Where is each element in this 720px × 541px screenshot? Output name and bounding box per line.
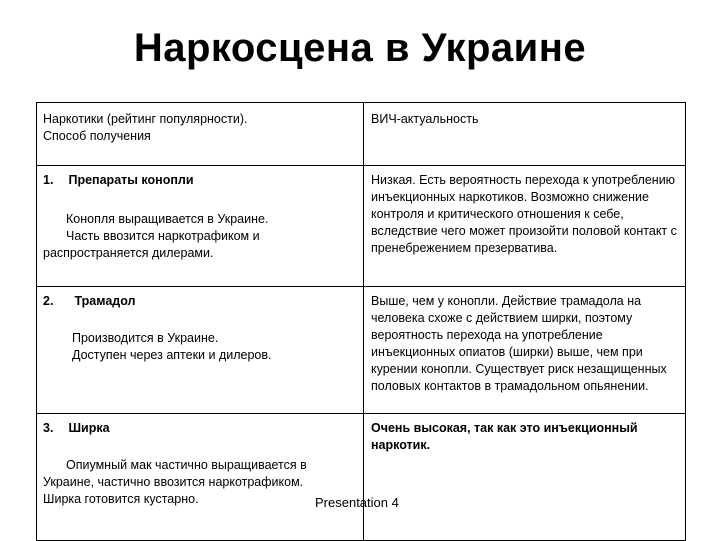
header-drugs-cell	[37, 103, 364, 166]
drug-desc-line: Доступен через аптеки и дилеров.	[72, 348, 272, 362]
page-title: Наркосцена в Украине	[133, 26, 587, 70]
drug-scene-table	[36, 102, 686, 541]
drug-name: Препараты конопли	[68, 173, 194, 187]
drug-desc-line: Ширка готовится кустарно.	[43, 492, 199, 506]
drug-number: 3.	[43, 421, 54, 435]
hiv-relevance-text: Очень высокая, так как это инъекционный наркотик.	[371, 421, 638, 452]
header-drugs-line-2: Способ получения	[43, 129, 151, 143]
table-row	[37, 287, 686, 414]
drug-name: Трамадол	[74, 294, 136, 308]
hiv-relevance-cell	[364, 166, 686, 287]
drug-name: Ширка	[68, 421, 110, 435]
drug-cell	[37, 287, 364, 414]
table-row	[37, 166, 686, 287]
hiv-relevance-cell	[364, 287, 686, 414]
drug-cell	[37, 166, 364, 287]
hiv-relevance-text: Выше, чем у конопли. Действие трамадола на человека схоже с действием ширки, поэтому вероятность перехода на употребление инъекционных опиатов (ширки) выше, чем при курении конопли. Существует риск незащищенных половых контактов в трамадольном опьянении.	[371, 294, 667, 393]
drug-number: 2.	[43, 294, 54, 308]
header-hiv-label: ВИЧ-актуальность	[371, 112, 479, 126]
header-hiv-cell	[364, 103, 686, 166]
drug-desc-line: Украине, частично ввозится наркотрафиком.	[43, 475, 304, 489]
drug-cell	[37, 414, 364, 541]
drug-desc-line: Часть ввозится наркотрафиком и	[66, 229, 260, 243]
drug-number: 1.	[43, 173, 54, 187]
hiv-relevance-text: Низкая. Есть вероятность перехода к употреблению инъекционных наркотиков. Возможно снижение контроля и критического отношения к себе, вследствие чего может произойти половой контакт с пренебрежением презерватива.	[371, 173, 677, 255]
drug-desc-line: Опиумный мак частично выращивается в	[66, 458, 307, 472]
table-header-row	[37, 103, 686, 166]
drug-desc-line: Производится в Украине.	[72, 331, 219, 345]
drug-desc-line: Конопля выращивается в Украине.	[66, 212, 269, 226]
presentation-footer: Presentation 4	[315, 495, 399, 510]
drug-desc-line: распространяется дилерами.	[43, 246, 214, 260]
header-drugs-line-1: Наркотики (рейтинг популярности).	[43, 112, 248, 126]
hiv-relevance-cell	[364, 414, 686, 541]
table-row	[37, 414, 686, 541]
